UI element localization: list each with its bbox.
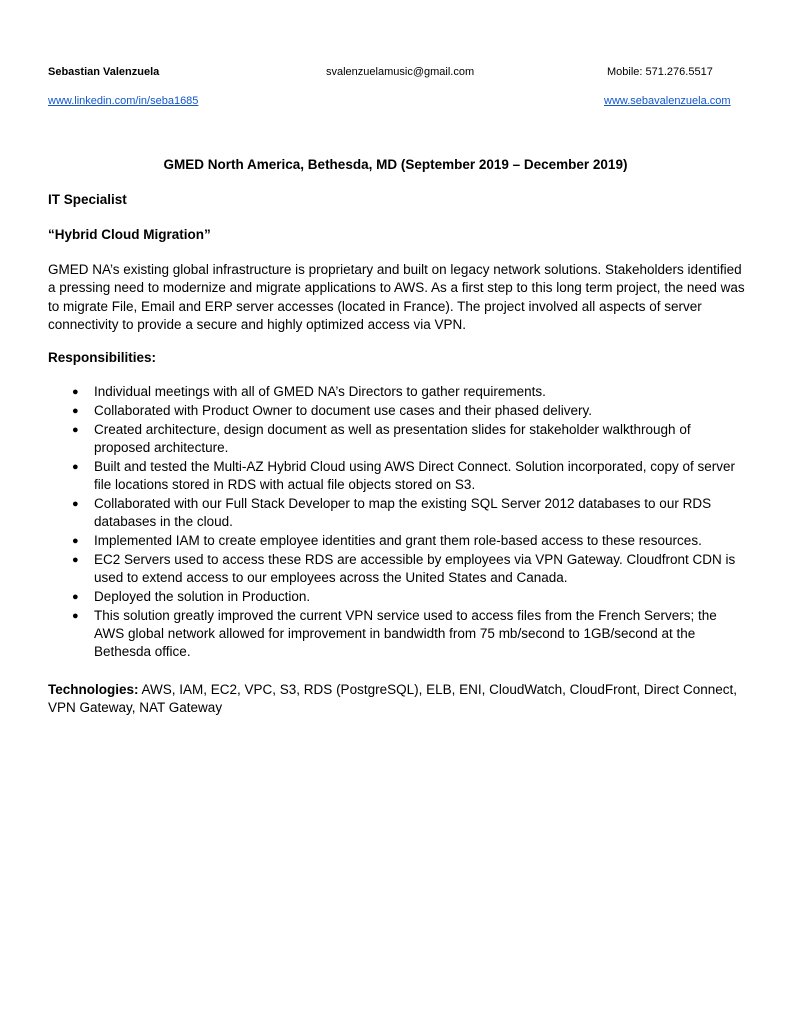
list-item: ● Implemented IAM to create employee identities and grant them role-based access to these resources. (48, 532, 748, 550)
candidate-name: Sebastian Valenzuela (48, 66, 160, 78)
bullet-icon: ● (72, 553, 79, 566)
list-item: ● Collaborated with our Full Stack Developer to map the existing SQL Server 2012 databases to our RDS databases in the cloud. (72, 495, 712, 530)
project-title: “Hybrid Cloud Migration” (48, 227, 211, 242)
job-heading: GMED North America, Bethesda, MD (September 2019 – December 2019) (163, 157, 628, 172)
bullet-icon: ● (72, 423, 79, 436)
email-address: svalenzuelamusic@gmail.com (326, 66, 475, 78)
linkedin-link[interactable]: www.linkedin.com/in/seba1685 (48, 95, 199, 107)
list-item: ● This solution greatly improved the current VPN service used to access files from the French Servers; the AWS global network allowed for improvement in bandwidth from 75 mb/second to 1GB/second at the Bethesda office. (72, 607, 717, 660)
technologies-label: Technologies: (48, 682, 139, 697)
mobile-number: Mobile: 571.276.5517 (607, 66, 713, 78)
technologies-list: AWS, IAM, EC2, VPC, S3, RDS (PostgreSQL), ELB, ENI, CloudWatch, CloudFront, Direct Connect, VPN Gateway, NAT Gateway (48, 682, 737, 716)
bullet-icon: ● (72, 609, 79, 622)
technologies-line (48, 681, 748, 718)
list-item: ● Built and tested the Multi-AZ Hybrid Cloud using AWS Direct Connect. Solution incorporated, copy of server file locations stored in RDS with actual file objects stored on S3. (72, 458, 736, 492)
project-summary: GMED NA’s existing global infrastructure is proprietary and built on legacy network solutions. Stakeholders identified a pressing need to modernize and migrate applications to AWS. As a first step to this long term project, the need was to migrate File, Email and ERP server accesses (located in France). The project involved all aspects of server connectivity to provide a secure and highly optimized access via VPN. (48, 262, 745, 332)
bullet-icon: ● (72, 404, 79, 417)
responsibilities-heading: Responsibilities: (48, 350, 157, 365)
bullet-icon: ● (72, 460, 79, 473)
bullet-icon: ● (72, 386, 79, 398)
list-item: ● EC2 Servers used to access these RDS are accessible by employees via VPN Gateway. Cloudfront CDN is used to extend access to our employees across the United States and Canada. (72, 551, 736, 585)
list-item: ● Deployed the solution in Production. (48, 588, 748, 606)
list-item: ● Individual meetings with all of GMED NA’s Directors to gather requirements. (48, 383, 748, 401)
list-item: ● Collaborated with Product Owner to document use cases and their phased delivery. (48, 402, 748, 420)
bullet-icon: ● (72, 590, 79, 603)
list-item: ● Created architecture, design document as well as presentation slides for stakeholder walkthrough of proposed architecture. (72, 421, 691, 455)
job-role: IT Specialist (48, 192, 127, 207)
website-link[interactable]: www.sebavalenzuela.com (604, 95, 731, 107)
responsibilities-list (48, 383, 748, 662)
bullet-icon: ● (72, 534, 79, 547)
bullet-icon: ● (72, 497, 79, 510)
